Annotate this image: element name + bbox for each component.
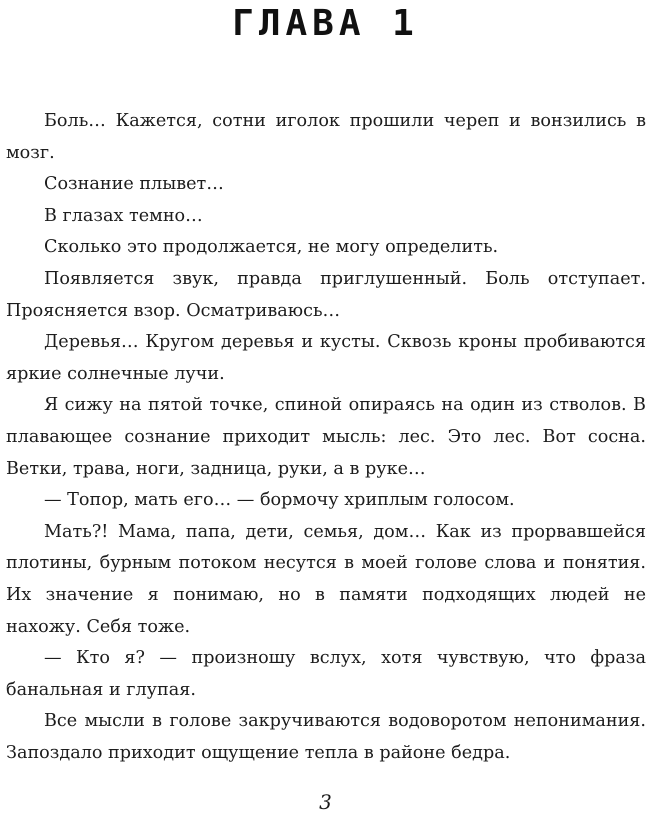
paragraph: Боль… Кажется, сотни иголок прошили череп и вонзились в мозг.: [6, 111, 646, 163]
paragraph: В глазах темно…: [44, 205, 203, 226]
paragraph: Я сижу на пятой точке, спиной опираясь на один из стволов. В плавающее сознание приходит мысль: лес. Это лес. Вот сосна. Ветки, трава, ноги, задница, руки, а в руке…: [6, 395, 646, 479]
paragraph: — Топор, мать его… — бормочу хриплым голосом.: [44, 490, 515, 511]
paragraph: Сколько это продолжается, не могу определить.: [44, 237, 499, 258]
paragraph: Все мысли в голове закручиваются водоворотом непонимания. Запоздало приходит ощущение тепла в районе бедра.: [6, 711, 646, 763]
paragraph: Мать?! Мама, папа, дети, семья, дом… Как из прорвавшейся плотины, бурным потоком несутся в моей голове слова и понятия. Их значение я понимаю, но в памяти подходящих людей не нахожу. Себя тоже.: [6, 521, 646, 637]
chapter-body: [6, 106, 646, 769]
paragraph: Деревья… Кругом деревья и кусты. Сквозь кроны пробиваются яркие солнечные лучи.: [6, 332, 646, 384]
chapter-title: ГЛАВА 1: [232, 3, 419, 44]
paragraph: Сознание плывет…: [44, 174, 224, 195]
paragraph: — Кто я? — произношу вслух, хотя чувствую, что фраза банальная и глупая.: [6, 648, 646, 700]
page-number: 3: [319, 790, 332, 814]
paragraph: Появляется звук, правда приглушенный. Боль отступает. Проясняется взор. Осматриваюсь…: [6, 268, 646, 321]
